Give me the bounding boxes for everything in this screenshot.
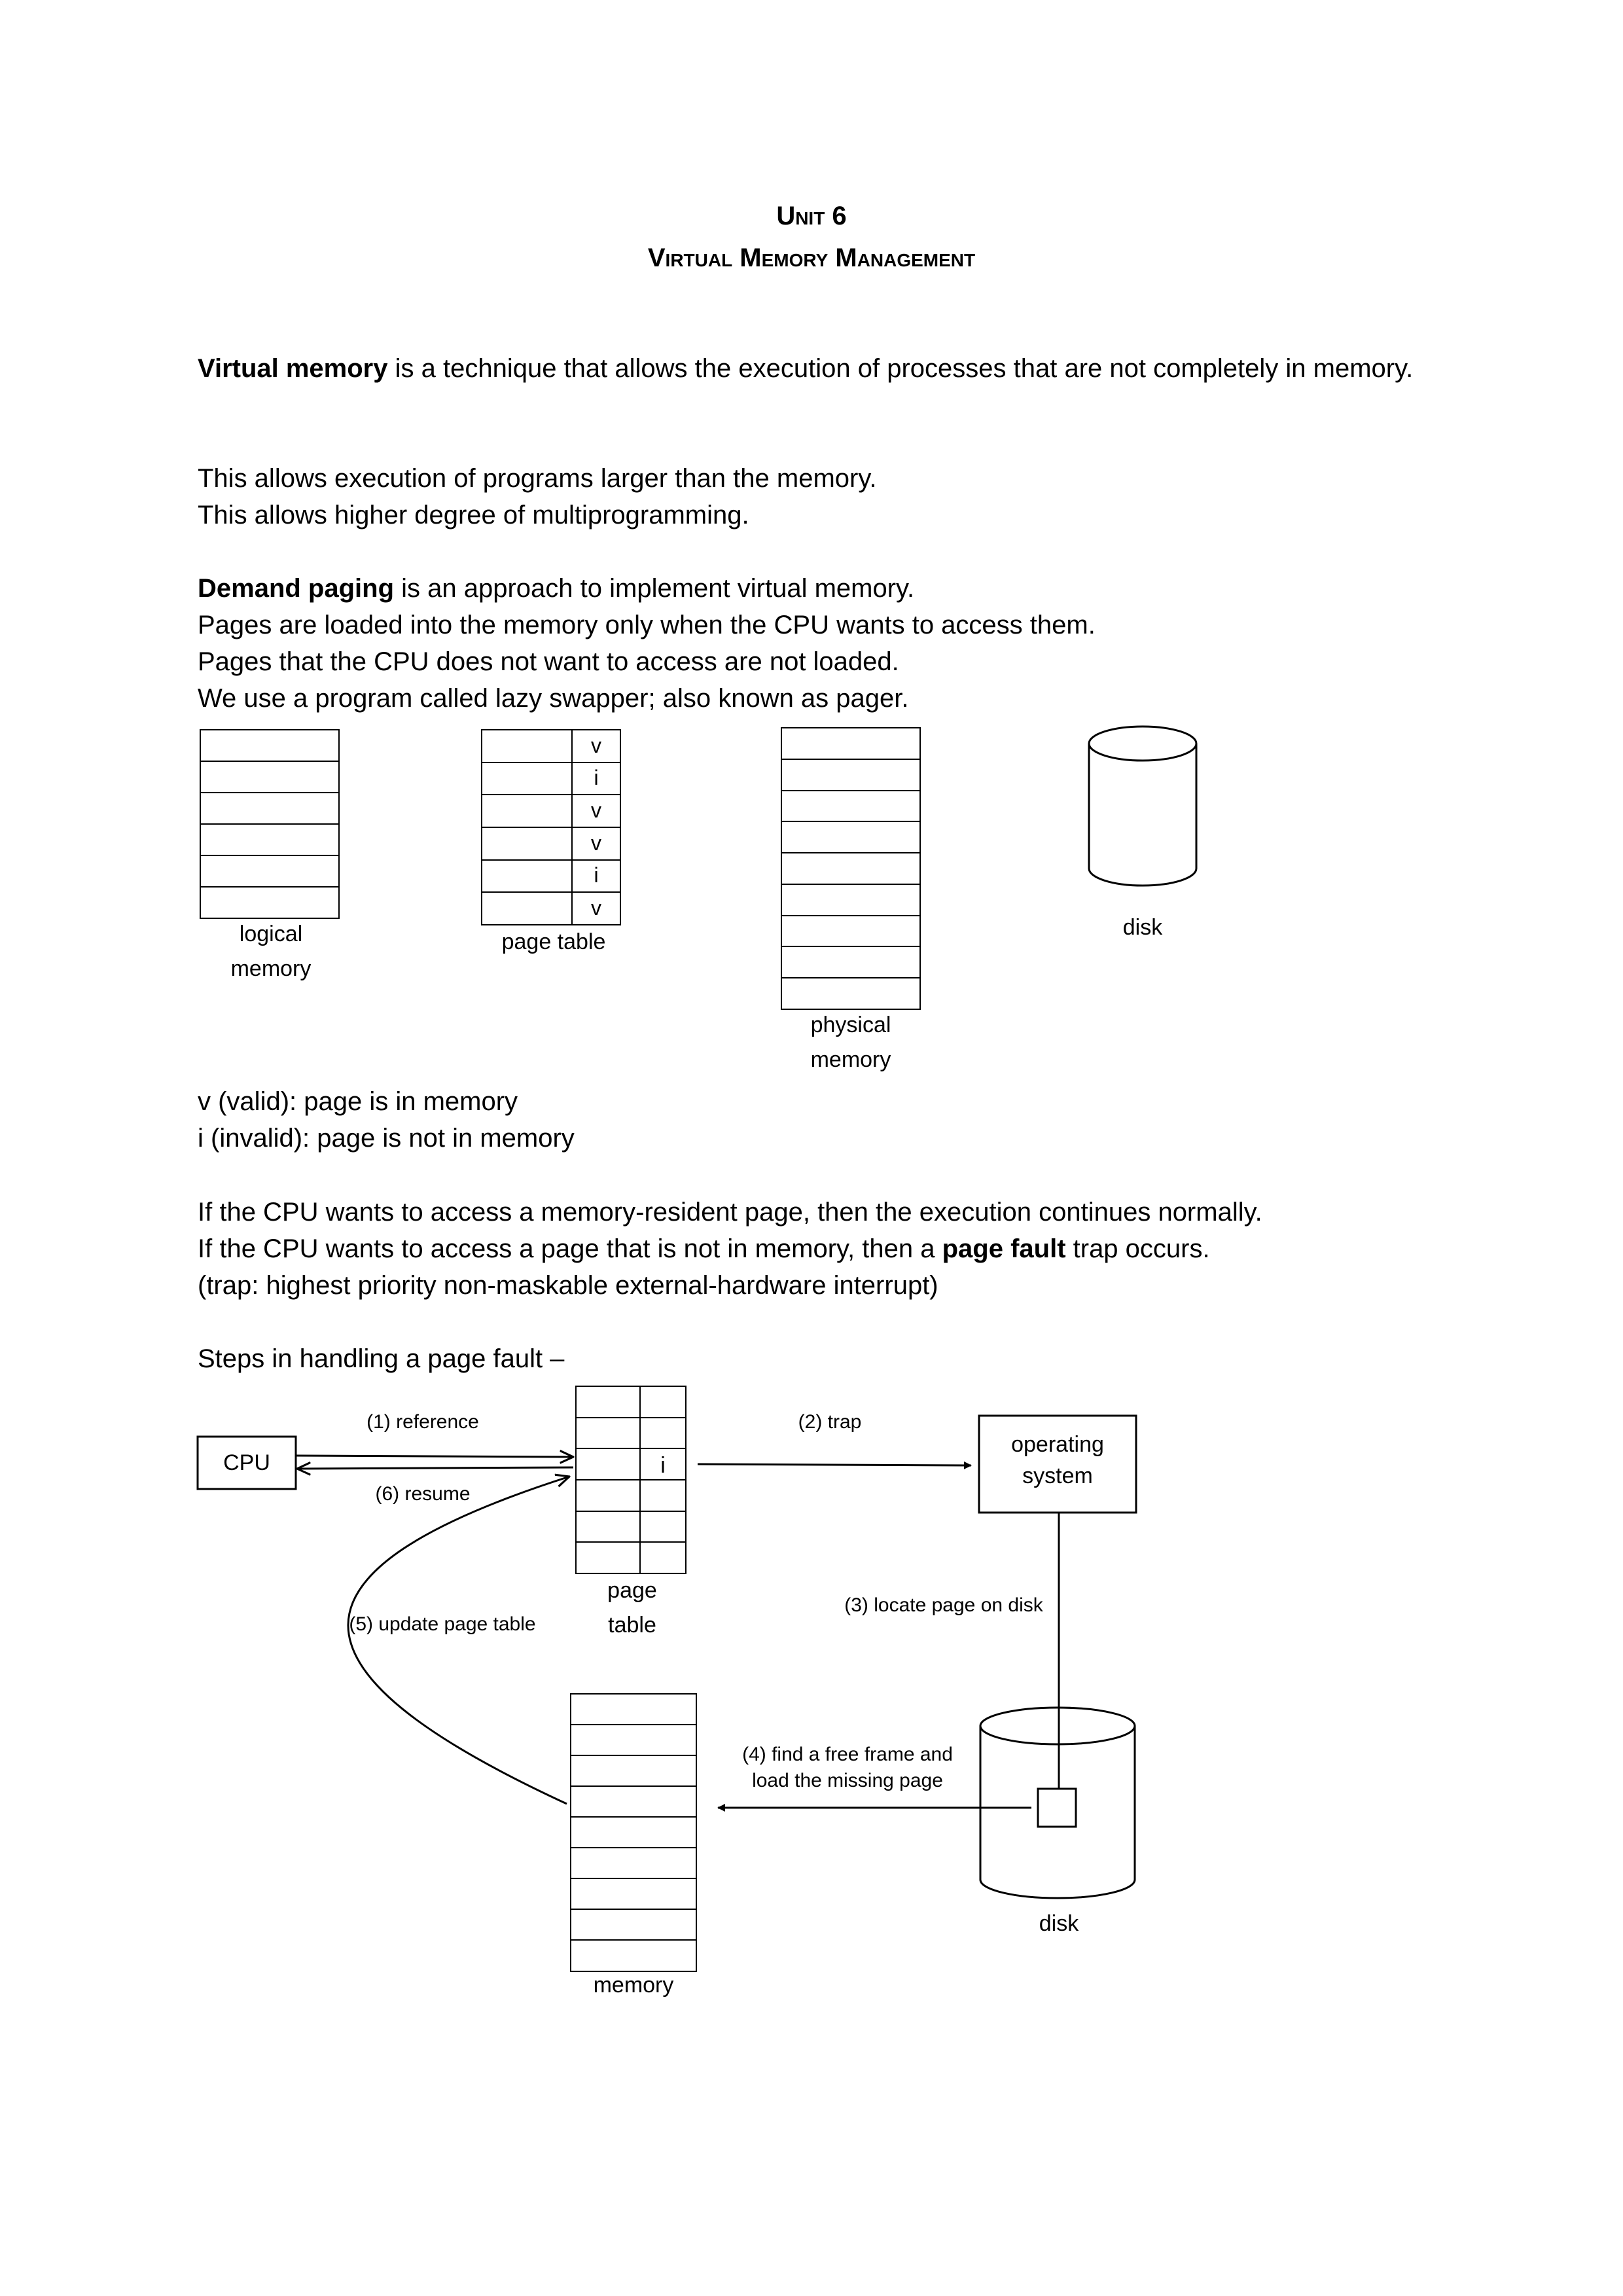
step-6-label: (6) resume	[375, 1483, 471, 1505]
fault-page-table	[576, 1386, 686, 1638]
demand-paging-term: Demand paging	[198, 574, 395, 603]
invalid-bit: i	[660, 1453, 666, 1478]
page-table-label: page table	[501, 929, 606, 954]
missing-page-block	[1038, 1789, 1076, 1827]
demand-paging-line-2: Pages that the CPU does not want to access are not loaded.	[198, 647, 899, 676]
demand-paging-line-1: Pages are loaded into the memory only when the CPU wants to access them.	[198, 611, 1096, 639]
page-table-bit: v	[591, 896, 601, 920]
physical-memory-label-1: physical	[810, 1013, 891, 1037]
page-table-bit: v	[591, 831, 601, 855]
vm-definition-text: is a technique that allows the execution of processes that are not completely in memory.	[387, 354, 1414, 383]
page-title: Virtual Memory Management	[647, 243, 976, 272]
step-4-label-line-2: load the missing page	[752, 1770, 943, 1791]
reference-arrow	[296, 1456, 573, 1457]
logical-memory-label-1: logical	[239, 922, 303, 946]
legend-invalid: i (invalid): page is not in memory	[198, 1124, 575, 1153]
disk-top	[1089, 726, 1196, 761]
page-fault-line-2-end: trap occurs.	[1065, 1234, 1210, 1263]
page-table-bit: v	[591, 798, 601, 822]
physical-memory-label-2: memory	[810, 1047, 891, 1072]
step-4-label-line-1: (4) find a free frame and	[742, 1744, 953, 1765]
fault-page-table-label-1: page	[607, 1578, 657, 1603]
page-table-bit: v	[591, 734, 601, 757]
fault-page-table-label-2: table	[608, 1613, 656, 1638]
physical-memory-diagram	[781, 728, 920, 1072]
page-table-diagram	[482, 730, 620, 954]
logical-memory-label-2: memory	[230, 956, 312, 981]
step-3-label: (3) locate page on disk	[844, 1594, 1043, 1616]
step-5-label: (5) update page table	[349, 1613, 536, 1635]
update-page-table-arrow	[348, 1477, 569, 1804]
benefit-1: This allows execution of programs larger than the memory.	[198, 464, 877, 493]
trap-arrow	[698, 1464, 971, 1465]
step-2-label: (2) trap	[798, 1411, 862, 1433]
demand-paging-line-3: We use a program called lazy swapper; also known as pager.	[198, 684, 909, 713]
cpu-box	[198, 1437, 296, 1489]
unit-heading: Unit 6	[776, 202, 847, 230]
benefit-2: This allows higher degree of multiprogramming.	[198, 501, 749, 529]
page-table-bit: i	[594, 766, 599, 789]
fault-memory-label: memory	[593, 1973, 674, 1998]
page-table-bit: i	[594, 863, 599, 887]
steps-heading: Steps in handling a page fault –	[198, 1344, 565, 1373]
os-label-1: operating	[1011, 1432, 1104, 1457]
page-fault-line-2-start: If the CPU wants to access a page that is not in memory, then a	[198, 1234, 942, 1263]
physical-memory-box	[781, 728, 920, 1009]
demand-paging-definition-text: is an approach to implement virtual memory.	[394, 574, 915, 603]
os-box	[979, 1416, 1136, 1513]
fault-memory	[571, 1694, 696, 1998]
disk-body	[1089, 744, 1196, 886]
cpu-label: CPU	[223, 1450, 270, 1475]
fault-disk	[980, 1708, 1135, 1936]
page-fault-line-1: If the CPU wants to access a memory-resident page, then the execution continues normally.	[198, 1198, 1262, 1227]
step-1-label: (1) reference	[366, 1411, 479, 1433]
vm-term: Virtual memory	[198, 354, 388, 383]
fault-disk-top	[980, 1708, 1135, 1744]
page-fault-line-3: (trap: highest priority non-maskable external-hardware interrupt)	[198, 1271, 938, 1300]
logical-memory-diagram	[200, 730, 339, 981]
disk-diagram	[1089, 726, 1196, 940]
disk-label: disk	[1122, 915, 1163, 940]
fault-memory-box	[571, 1694, 696, 1971]
resume-arrow	[297, 1467, 573, 1469]
page-fault-term: page fault	[942, 1234, 1066, 1263]
legend-valid: v (valid): page is in memory	[198, 1087, 518, 1116]
fault-disk-label: disk	[1039, 1911, 1079, 1936]
os-label-2: system	[1022, 1463, 1093, 1488]
